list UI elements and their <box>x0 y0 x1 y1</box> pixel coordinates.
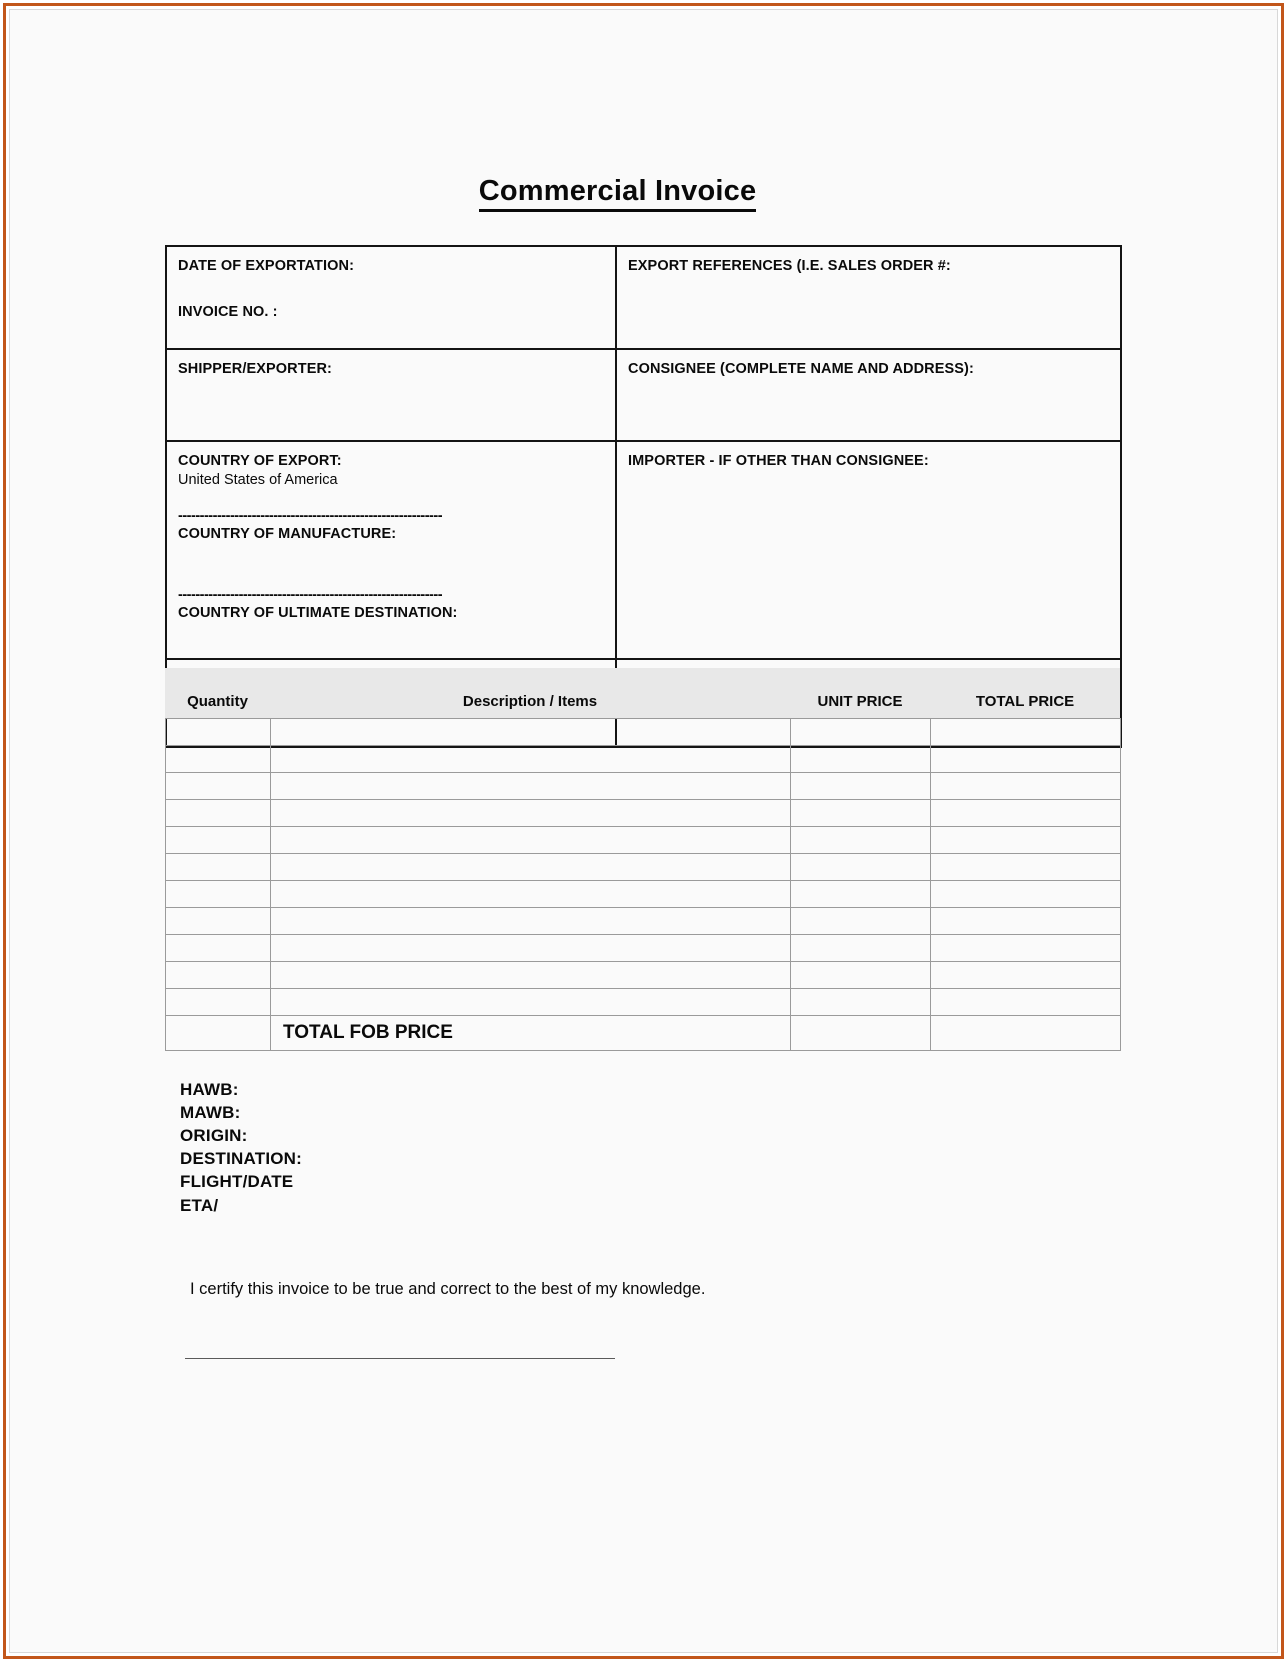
cell-total-total-price[interactable] <box>931 1016 1121 1051</box>
cell-total-price[interactable] <box>931 908 1121 935</box>
cell-description[interactable] <box>271 773 791 800</box>
certification-statement: I certify this invoice to be true and correct to the best of my knowledge. <box>190 1280 706 1298</box>
cell-description[interactable] <box>271 827 791 854</box>
field-export-references[interactable] <box>616 246 1121 349</box>
cell-total-price[interactable] <box>931 881 1121 908</box>
consignee-label: CONSIGNEE (COMPLETE NAME AND ADDRESS): <box>628 361 974 378</box>
cell-description[interactable] <box>271 989 791 1016</box>
cell-total-unit-price[interactable] <box>791 1016 931 1051</box>
column-header-quantity: Quantity <box>187 693 248 710</box>
cell-quantity[interactable] <box>166 908 271 935</box>
field-importer[interactable] <box>616 441 1121 659</box>
cell-unit-price[interactable] <box>791 854 931 881</box>
spacer <box>178 624 604 650</box>
table-row <box>166 773 1121 800</box>
column-header-unit-price: UNIT PRICE <box>817 693 903 710</box>
cell-total-price[interactable] <box>931 962 1121 989</box>
hawb-label[interactable]: HAWB: <box>180 1080 239 1099</box>
cell-total-price[interactable] <box>931 854 1121 881</box>
cell-description[interactable] <box>271 746 791 773</box>
spacer <box>628 539 1109 573</box>
importer-label: IMPORTER - IF OTHER THAN CONSIGNEE: <box>628 452 929 469</box>
cell-unit-price[interactable] <box>791 881 931 908</box>
spacer <box>178 380 604 414</box>
country-of-export-label: COUNTRY OF EXPORT: <box>178 452 342 469</box>
cell-total-price[interactable] <box>931 800 1121 827</box>
flight-date-label[interactable]: FLIGHT/DATE <box>180 1172 294 1192</box>
cell-quantity[interactable] <box>166 962 271 989</box>
shipping-details-block <box>180 1078 302 1217</box>
cell-total-quantity[interactable] <box>166 1016 271 1051</box>
items-table-header <box>165 668 1120 718</box>
cell-quantity[interactable] <box>166 989 271 1016</box>
spacer <box>178 570 604 588</box>
cell-quantity[interactable] <box>166 827 271 854</box>
cell-unit-price[interactable] <box>791 908 931 935</box>
cell-unit-price[interactable] <box>791 773 931 800</box>
cell-description[interactable] <box>271 881 791 908</box>
cell-description[interactable] <box>271 854 791 881</box>
cell-quantity[interactable] <box>166 746 271 773</box>
spacer <box>628 414 1109 432</box>
column-header-total-price: TOTAL PRICE <box>975 693 1075 710</box>
destination-label[interactable]: DESTINATION: <box>180 1149 303 1169</box>
country-of-manufacture-label: COUNTRY OF MANUFACTURE: <box>178 525 397 542</box>
table-row <box>166 908 1121 935</box>
items-table-section <box>165 668 1120 1051</box>
divider-1: ------------------------------------------------------------- <box>178 508 443 524</box>
cell-description[interactable] <box>271 935 791 962</box>
total-fob-price-label: TOTAL FOB PRICE <box>271 1016 791 1051</box>
spacer <box>628 380 1109 414</box>
spacer <box>178 414 604 432</box>
invoice-no-label: INVOICE NO. : <box>178 303 278 320</box>
cell-unit-price[interactable] <box>791 746 931 773</box>
form-row-countries <box>166 441 1121 659</box>
cell-quantity[interactable] <box>166 773 271 800</box>
table-row <box>166 854 1121 881</box>
cell-total-price[interactable] <box>931 989 1121 1016</box>
cell-total-price[interactable] <box>931 935 1121 962</box>
spacer <box>178 277 604 303</box>
cell-total-price[interactable] <box>931 827 1121 854</box>
cell-unit-price[interactable] <box>791 827 931 854</box>
table-row <box>166 746 1121 773</box>
cell-description[interactable] <box>271 908 791 935</box>
spacer <box>628 573 1109 607</box>
date-of-exportation-label: DATE OF EXPORTATION: <box>178 258 354 274</box>
cell-unit-price[interactable] <box>791 719 931 746</box>
cell-total-price[interactable] <box>931 719 1121 746</box>
spacer <box>628 277 1109 311</box>
form-row-exportation <box>166 246 1121 349</box>
origin-label[interactable]: ORIGIN: <box>180 1126 248 1146</box>
divider-2: ------------------------------------------------------------- <box>178 588 443 604</box>
table-row <box>166 800 1121 827</box>
cell-unit-price[interactable] <box>791 935 931 962</box>
cell-description[interactable] <box>271 800 791 827</box>
mawb-label[interactable]: MAWB: <box>180 1103 241 1123</box>
spacer <box>628 311 1109 337</box>
spacer <box>628 471 1109 505</box>
cell-quantity[interactable] <box>166 881 271 908</box>
cell-total-price[interactable] <box>931 746 1121 773</box>
field-shipper-exporter[interactable] <box>166 349 616 441</box>
table-row <box>166 827 1121 854</box>
cell-quantity[interactable] <box>166 935 271 962</box>
spacer <box>628 607 1109 625</box>
spacer <box>628 505 1109 539</box>
field-countries[interactable] <box>166 441 616 659</box>
cell-description[interactable] <box>271 719 791 746</box>
spacer <box>178 491 604 509</box>
field-consignee[interactable] <box>616 349 1121 441</box>
cell-quantity[interactable] <box>166 854 271 881</box>
field-date-of-exportation[interactable] <box>166 246 616 349</box>
cell-unit-price[interactable] <box>791 989 931 1016</box>
page-title-text: Commercial Invoice <box>479 175 757 212</box>
table-row <box>166 719 1121 746</box>
cell-unit-price[interactable] <box>791 962 931 989</box>
country-of-export-value: United States of America <box>178 472 338 489</box>
cell-description[interactable] <box>271 962 791 989</box>
form-row-parties <box>166 349 1121 441</box>
cell-quantity[interactable] <box>166 719 271 746</box>
cell-quantity[interactable] <box>166 800 271 827</box>
spacer <box>178 322 604 340</box>
table-row <box>166 881 1121 908</box>
column-header-description: Description / Items <box>462 693 598 710</box>
country-of-ultimate-destination-label: COUNTRY OF ULTIMATE DESTINATION: <box>178 605 458 622</box>
table-row <box>166 935 1121 962</box>
cell-total-price[interactable] <box>931 773 1121 800</box>
table-row <box>166 962 1121 989</box>
eta-label[interactable]: ETA/ <box>180 1195 219 1215</box>
items-table-body <box>166 719 1121 1051</box>
table-row <box>166 989 1121 1016</box>
signature-line[interactable] <box>185 1358 615 1359</box>
cell-unit-price[interactable] <box>791 800 931 827</box>
total-fob-price-row <box>166 1016 1121 1051</box>
export-references-label: EXPORT REFERENCES (I.E. SALES ORDER #: <box>628 258 951 274</box>
page-title <box>10 175 1225 208</box>
shipper-exporter-label: SHIPPER/EXPORTER: <box>178 361 332 378</box>
spacer <box>178 544 604 570</box>
items-table <box>165 718 1121 1051</box>
invoice-document <box>10 10 1277 1652</box>
